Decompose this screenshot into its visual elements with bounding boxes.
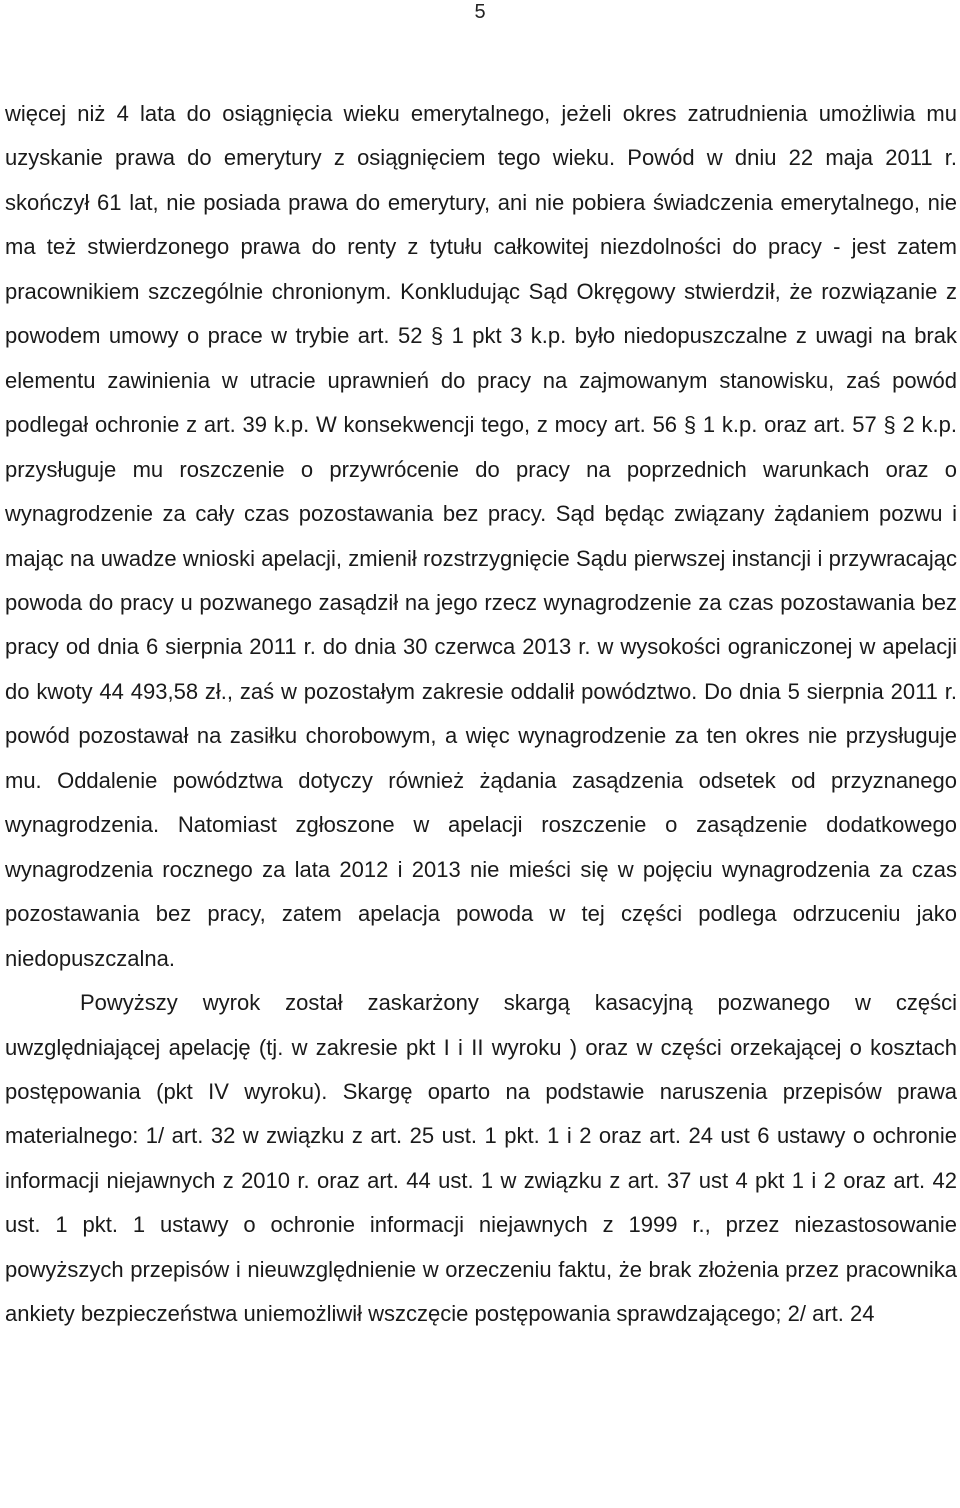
page-number: 5 — [474, 1, 486, 23]
document-body — [5, 92, 957, 1337]
paragraph-cassation-appeal: Powyższy wyrok został zaskarżony skargą kasacyjną pozwanego w części uwzględniającej apelację (tj. w zakresie pkt I i II wyroku ) oraz w części orzekającej o kosztach postępowania (pkt IV wyroku). Skargę oparto na podstawie naruszenia przepisów prawa materialnego: 1/ art. 32 w związku z art. 25 ust. 1 pkt. 1 i 2 oraz art. 24 ust 6 ustawy o ochronie informacji niejawnych z 2010 r. oraz art. 44 ust. 1 w związku z art. 37 ust 4 pkt 1 i 2 oraz art. 42 ust. 1 pkt. 1 ustawy o ochronie informacji niejawnych z 1999 r., przez niezastosowanie powyższych przepisów i nieuwzględnienie w orzeczeniu faktu, że brak złożenia przez pracownika ankiety bezpieczeństwa uniemożliwił wszczęcie postępowania sprawdzającego; 2/ art. 24 — [5, 990, 957, 1327]
paragraph-court-reasoning: więcej niż 4 lata do osiągnięcia wieku emerytalnego, jeżeli okres zatrudnienia umożliwia mu uzyskanie prawa do emerytury z osiągnięciem tego wieku. Powód w dniu 22 maja 2011 r. skończył 61 lat, nie posiada prawa do emerytury, ani nie pobiera świadczenia emerytalnego, nie ma też stwierdzonego prawa do renty z tytułu całkowitej niezdolności do pracy - jest zatem pracownikiem szczególnie chronionym. Konkludując Sąd Okręgowy stwierdził, że rozwiązanie z powodem umowy o prace w trybie art. 52 § 1 pkt 3 k.p. było niedopuszczalne z uwagi na brak elementu zawinienia w utracie uprawnień do pracy na zajmowanym stanowisku, zaś powód podlegał ochronie z art. 39 k.p. W konsekwencji tego, z mocy art. 56 § 1 k.p. oraz art. 57 § 2 k.p. przysługuje mu roszczenie o przywrócenie do pracy na poprzednich warunkach oraz o wynagrodzenie za cały czas pozostawania bez pracy. Sąd będąc związany żądaniem pozwu i mając na uwadze wnioski apelacji, zmienił rozstrzygnięcie Sądu pierwszej instancji i przywracając powoda do pracy u pozwanego zasądził na jego rzecz wynagrodzenie za czas pozostawania bez pracy od dnia 6 sierpnia 2011 r. do dnia 30 czerwca 2013 r. w wysokości ograniczonej w apelacji do kwoty 44 493,58 zł., zaś w pozostałym zakresie oddalił powództwo. Do dnia 5 sierpnia 2011 r. powód pozostawał na zasiłku chorobowym, a więc wynagrodzenie za ten okres nie przysługuje mu. Oddalenie powództwa dotyczy również żądania zasądzenia odsetek od przyznanego wynagrodzenia. Natomiast zgłoszone w apelacji roszczenie o zasądzenie dodatkowego wynagrodzenia rocznego za lata 2012 i 2013 nie mieści się w pojęciu wynagrodzenia za czas pozostawania bez pracy, zatem apelacja powoda w tej części podlega odrzuceniu jako niedopuszczalna. — [5, 101, 957, 971]
